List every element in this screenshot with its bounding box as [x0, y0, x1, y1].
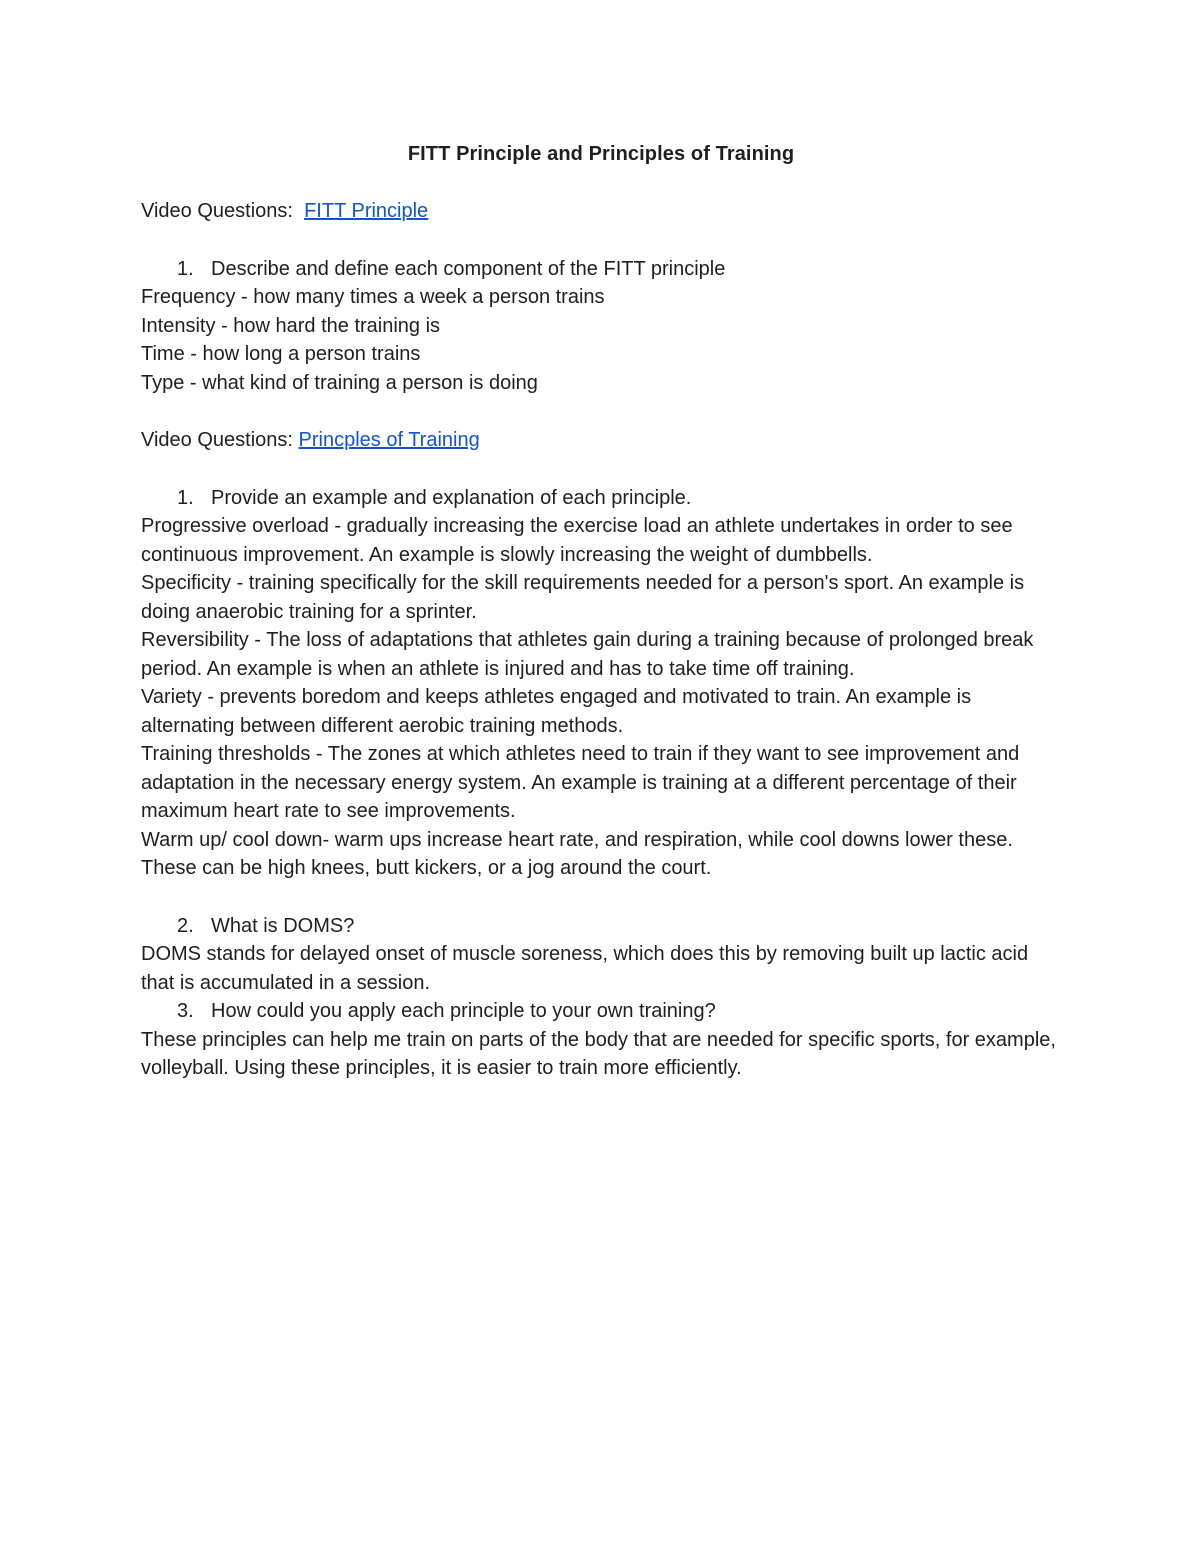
answer-apply-principles: These principles can help me train on parts of the body that are needed for specific sports, for example, volleyball. Using these principles, it is easier to train more efficiently. [141, 1028, 1056, 1079]
question-item [141, 912, 1061, 941]
question-number: 1. [177, 257, 194, 280]
document-title: FITT Principle and Principles of Training [407, 143, 795, 165]
video-questions-line-2 [141, 426, 1061, 455]
question-text: Describe and define each component of the FITT principle [211, 257, 726, 280]
question-text: Provide an example and explanation of each principle. [211, 486, 692, 509]
answer-intensity: Intensity - how hard the training is [141, 314, 441, 337]
question-number: 2. [177, 914, 194, 937]
question-item [141, 484, 1061, 513]
answer-warm-up-cool-down: Warm up/ cool down- warm ups increase heart rate, and respiration, while cool downs lower these. These can be high knees, butt kickers, or a jog around the court. [141, 828, 1013, 879]
question-item [141, 255, 1061, 284]
answer-time: Time - how long a person trains [141, 343, 421, 365]
answer-variety: Variety - prevents boredom and keeps athletes engaged and motivated to train. An example is alternating between different aerobic training methods. [141, 686, 972, 737]
fitt-principle-link[interactable]: FITT Principle [304, 200, 429, 222]
question-item [141, 997, 1061, 1026]
video-questions-label: Video Questions: [141, 429, 293, 451]
principles-of-training-link[interactable]: Princples of Training [298, 429, 480, 451]
question-number: 1. [177, 486, 194, 509]
answer-training-thresholds: Training thresholds - The zones at which athletes need to train if they want to see improvement and adaptation in the necessary energy system. An example is training at a different percentage of their maximum heart rate to see improvements. [141, 743, 1020, 822]
answer-doms: DOMS stands for delayed onset of muscle soreness, which does this by removing built up lactic acid that is accumulated in a session. [141, 943, 1029, 994]
question-text: What is DOMS? [211, 914, 355, 937]
answer-type: Type - what kind of training a person is doing [141, 371, 538, 394]
answer-specificity: Specificity - training specifically for the skill requirements needed for a person's sport. An example is doing anaerobic training for a sprinter. [141, 572, 1025, 623]
video-questions-label: Video Questions: [141, 200, 293, 222]
answer-progressive-overload: Progressive overload - gradually increasing the exercise load an athlete undertakes in order to see continuous improvement. An example is slowly increasing the weight of dumbbells. [141, 515, 1013, 566]
document-page [141, 140, 1061, 1083]
answer-reversibility: Reversibility - The loss of adaptations that athletes gain during a training because of prolonged break period. An example is when an athlete is injured and has to take time off training. [141, 629, 1034, 680]
video-questions-line-1 [141, 197, 1061, 226]
answer-frequency: Frequency - how many times a week a person trains [141, 286, 605, 308]
question-number: 3. [177, 1000, 194, 1022]
question-text: How could you apply each principle to your own training? [211, 1000, 716, 1022]
